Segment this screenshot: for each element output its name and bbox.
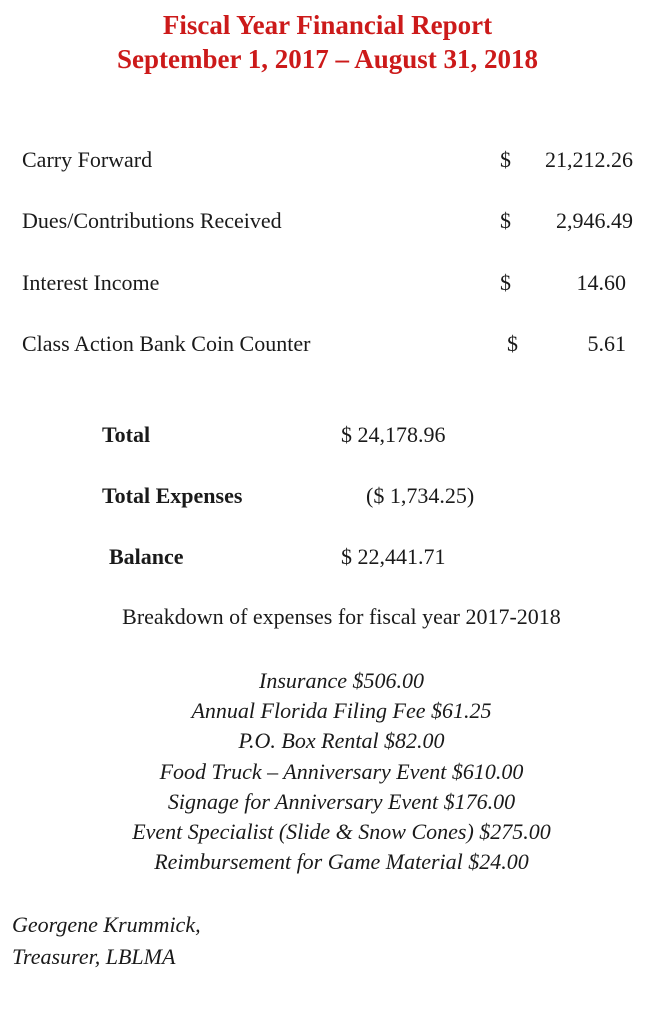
income-label: Interest Income <box>22 270 160 295</box>
expense-item: Insurance $506.00 <box>259 668 424 693</box>
report-period: September 1, 2017 – August 31, 2018 <box>116 44 539 74</box>
income-amount: 5.61 <box>587 331 626 356</box>
expense-item: P.O. Box Rental $82.00 <box>238 728 445 754</box>
total-label: Total <box>102 422 151 447</box>
total-expenses-label: Total Expenses <box>102 483 243 508</box>
income-currency: $ <box>507 331 518 356</box>
signature-title: Treasurer, LBLMA <box>12 944 176 969</box>
income-currency: $ <box>500 270 511 295</box>
total-value: $ 24,178.96 <box>341 422 446 447</box>
expense-list <box>0 668 655 879</box>
expense-item: Annual Florida Filing Fee $61.25 <box>191 698 492 724</box>
total-expenses-value: ($ 1,734.25) <box>366 483 475 508</box>
expense-item: Event Specialist (Slide & Snow Cones) $275.00 <box>132 818 551 844</box>
income-currency: $ <box>500 147 511 172</box>
balance-value: $ 22,441.71 <box>341 544 446 569</box>
income-label: Dues/Contributions Received <box>22 208 282 233</box>
income-label: Carry Forward <box>22 147 153 172</box>
income-amount: 14.60 <box>576 270 626 295</box>
expense-item: Food Truck – Anniversary Event $610.00 <box>159 758 524 784</box>
income-amount: 2,946.49 <box>556 208 633 233</box>
signature-name: Georgene Krummick, <box>12 912 201 937</box>
balance-label: Balance <box>109 544 184 569</box>
expense-item: Signage for Anniversary Event $176.00 <box>167 788 516 814</box>
income-currency: $ <box>500 208 511 233</box>
income-label: Class Action Bank Coin Counter <box>22 331 311 356</box>
report-title: Fiscal Year Financial Report <box>162 10 493 40</box>
breakdown-title: Breakdown of expenses for fiscal year 2017-2018 <box>122 604 561 629</box>
income-amount: 21,212.26 <box>545 147 633 172</box>
expense-item: Reimbursement for Game Material $24.00 <box>154 849 529 875</box>
